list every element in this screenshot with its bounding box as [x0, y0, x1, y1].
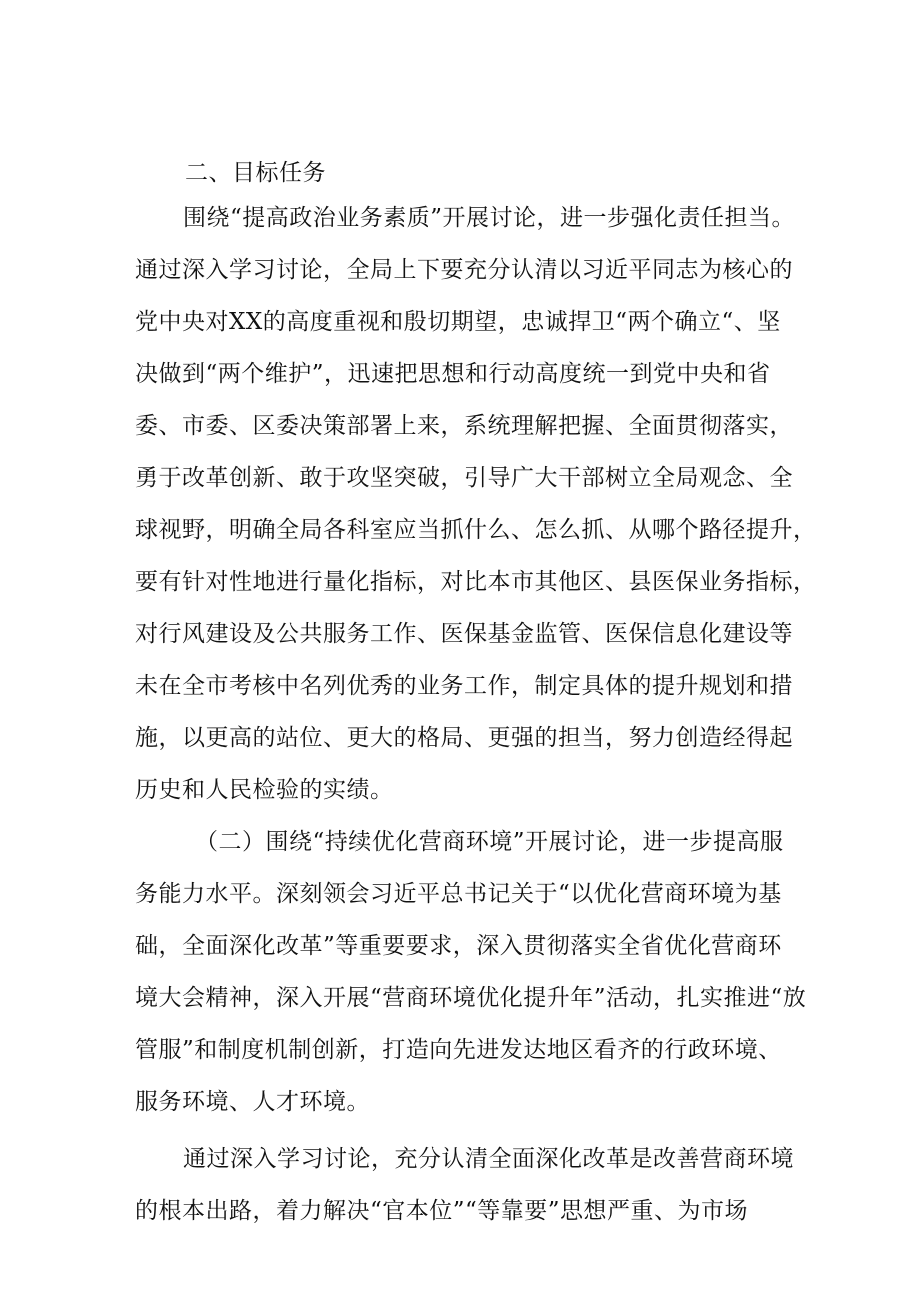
paragraph1-line: 围绕“提高政治业务素质”开展讨论，进一步强化责任担当。	[183, 205, 796, 231]
section-heading: 二、目标任务	[185, 160, 326, 186]
paragraph2-line: 管服”和制度机制创新，打造向先进发达地区看齐的行政环境、	[135, 1037, 782, 1063]
paragraph1-line: 球视野，明确全局各科室应当抓什么、怎么抓、从哪个路径提升，	[135, 517, 817, 543]
paragraph3-line: 的根本出路，着力解决“官本位”“等靠要”思想严重、为市场	[135, 1198, 749, 1224]
paragraph1-line: 党中央对XX的高度重视和殷切期望，忠诚捍卫“两个确立“、坚	[135, 309, 781, 335]
paragraph1-line: 委、市委、区委决策部署上来，系统理解把握、全面贯彻落实，	[135, 413, 793, 439]
paragraph3-line: 通过深入学习讨论，充分认清全面深化改革是改善营商环境	[183, 1146, 794, 1172]
paragraph2-line: 境大会精神，深入开展“营商环境优化提升年”活动，扎实推进“放	[135, 985, 807, 1011]
paragraph2-line: （二）围绕“持续优化营商环境”开展讨论，进一步提高服	[195, 829, 784, 855]
paragraph1-line: 历史和人民检验的实绩。	[135, 777, 394, 803]
paragraph1-line: 施，以更高的站位、更大的格局、更强的担当，努力创造经得起	[135, 725, 793, 751]
paragraph1-line: 决做到“两个维护”，迅速把思想和行动高度统一到党中央和省	[135, 361, 771, 387]
paragraph1-line: 对行风建设及公共服务工作、医保基金监管、医保信息化建设等	[135, 621, 793, 647]
paragraph1-line: 通过深入学习讨论，全局上下要充分认清以习近平同志为核心的	[135, 257, 793, 283]
paragraph2-line: 务能力水平。深刻领会习近平总书记关于“以优化营商环境为基	[135, 881, 782, 907]
paragraph1-line: 要有针对性地进行量化指标，对比本市其他区、县医保业务指标，	[135, 569, 817, 595]
paragraph1-line: 未在全市考核中名列优秀的业务工作，制定具体的提升规划和措	[135, 673, 793, 699]
paragraph2-line: 础，全面深化改革”等重要要求，深入贯彻落实全省优化营商环	[135, 933, 782, 959]
paragraph2-line: 服务环境、人才环境。	[135, 1089, 370, 1115]
paragraph1-line: 勇于改革创新、敢于攻坚突破，引导广大干部树立全局观念、全	[135, 465, 793, 491]
